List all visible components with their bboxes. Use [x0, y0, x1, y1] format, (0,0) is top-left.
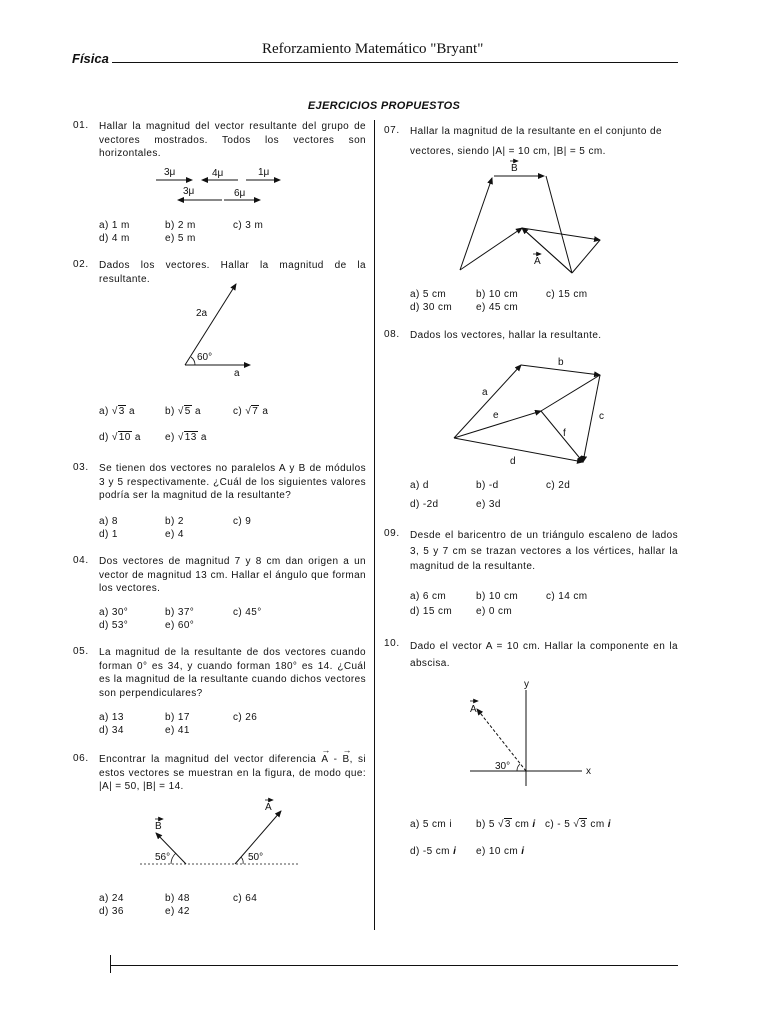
q10-option-c[interactable]: c) - 5 √3 cm i: [545, 819, 611, 830]
q07-option-e[interactable]: e) 45 cm: [476, 302, 519, 313]
q08-vector-a: [454, 365, 521, 438]
q10-angle-arc: [517, 764, 520, 771]
q10-option-a[interactable]: a) 5 cm i: [410, 819, 452, 830]
q06-option-b[interactable]: b) 48: [165, 893, 190, 904]
q09-number: 09.: [384, 528, 400, 539]
subject-label: Física: [72, 51, 109, 66]
section-title: EJERCICIOS PROPUESTOS: [307, 100, 461, 112]
q08-label-a: a: [482, 387, 488, 398]
q09-option-e[interactable]: e) 0 cm: [476, 606, 513, 617]
q07-vector-right-edge: [572, 240, 600, 273]
q04-option-e[interactable]: e) 60°: [165, 620, 195, 631]
q06-label-angle-b: 56°: [155, 852, 171, 863]
q09-option-d[interactable]: d) 15 cm: [410, 606, 453, 617]
q10-option-e[interactable]: e) 10 cm i: [476, 846, 525, 857]
q05-option-b[interactable]: b) 17: [165, 712, 190, 723]
q08-vector-d: [454, 438, 583, 462]
q01-figure: [150, 162, 290, 207]
q02-option-b[interactable]: b) √5 a: [165, 406, 201, 417]
q10-label-A: A: [470, 704, 477, 715]
q02-label-a: a: [234, 368, 240, 378]
q06-option-a[interactable]: a) 24: [99, 893, 124, 904]
q09-option-c[interactable]: c) 14 cm: [546, 591, 588, 602]
q01-number: 01.: [73, 120, 89, 131]
q08-option-a[interactable]: a) d: [410, 480, 429, 491]
q08-option-d[interactable]: d) -2d: [410, 499, 439, 510]
q06-figure: [135, 795, 305, 875]
q08-figure: [445, 350, 620, 470]
q01-option-b[interactable]: b) 2 m: [165, 220, 196, 231]
q07-label-B: B: [511, 163, 518, 174]
q07-option-b[interactable]: b) 10 cm: [476, 289, 519, 300]
q03-option-d[interactable]: d) 1: [99, 529, 118, 540]
q08-label-d: d: [510, 456, 516, 467]
q06-option-c[interactable]: c) 64: [233, 893, 258, 904]
q01-label-3: 1μ: [258, 167, 270, 178]
q05-option-c[interactable]: c) 26: [233, 712, 258, 723]
q05-option-d[interactable]: d) 34: [99, 725, 124, 736]
q08-text: Dados los vectores, hallar la resultante.: [410, 330, 602, 341]
q06-angle-arc-a: [241, 857, 243, 864]
document-title: Reforzamiento Matemático "Bryant": [262, 41, 484, 57]
q06-text: Encontrar la magnitud del vector diferencia → A - → B, si estos vectores se muestran en la figura, de modo que: |A| = 50, |B| = 14.: [99, 753, 366, 794]
footer-mark: [110, 955, 111, 973]
q01-option-e[interactable]: e) 5 m: [165, 233, 196, 244]
q02-option-a[interactable]: a) √3 a: [99, 406, 135, 417]
q03-option-c[interactable]: c) 9: [233, 516, 252, 527]
footer-rule: [110, 965, 678, 966]
q02-angle-arc: [191, 357, 195, 365]
q10-label-angle: 30°: [495, 761, 511, 772]
q07-vector-right-down: [546, 176, 572, 273]
q03-option-e[interactable]: e) 4: [165, 529, 184, 540]
q07-vector-A: [460, 228, 522, 270]
q08-label-f: f: [563, 428, 566, 439]
q07-label-A: A: [534, 256, 541, 267]
q08-number: 08.: [384, 329, 400, 340]
q01-text: Hallar la magnitud del vector resultante del grupo de vectores mostrados. Todos los vectores son horizontales.: [99, 121, 366, 159]
q10-figure: [460, 676, 600, 786]
q08-option-b[interactable]: b) -d: [476, 480, 499, 491]
q08-label-b: b: [558, 357, 564, 368]
q07-option-a[interactable]: a) 5 cm: [410, 289, 447, 300]
q03-number: 03.: [73, 462, 89, 473]
q02-text: Dados los vectores. Hallar la magnitud de la resultante.: [99, 260, 366, 285]
q04-number: 04.: [73, 555, 89, 566]
q06-option-d[interactable]: d) 36: [99, 906, 124, 917]
q06-option-e[interactable]: e) 42: [165, 906, 190, 917]
q08-vector-f: [541, 375, 600, 411]
q05-option-a[interactable]: a) 13: [99, 712, 124, 723]
q05-number: 05.: [73, 646, 89, 657]
q02-label-angle: 60°: [197, 352, 213, 363]
q02-option-e[interactable]: e) √13 a: [165, 432, 207, 443]
q02-label-2a: 2a: [196, 308, 208, 319]
q08-vector-to-d-end: [541, 411, 583, 462]
q01-label-4: 3μ: [183, 186, 195, 197]
q02-number: 02.: [73, 259, 89, 270]
q08-label-c: c: [599, 411, 604, 422]
q10-label-x: x: [586, 766, 591, 777]
q09-text: Desde el baricentro de un triángulo escaleno de lados 3, 5 y 7 cm se trazan vectores a los vértices, hallar la magnitud de la resultante.: [410, 530, 678, 572]
q04-option-c[interactable]: c) 45°: [233, 607, 262, 618]
q10-option-b[interactable]: b) 5 √3 cm i: [476, 819, 536, 830]
q10-number: 10.: [384, 638, 400, 649]
q02-option-d[interactable]: d) √10 a: [99, 432, 141, 443]
q04-text: Dos vectores de magnitud 7 y 8 cm dan origen a un vector de magnitud 13 cm. Hallar el ángulo que forman los vectores.: [99, 556, 366, 594]
q10-label-y: y: [524, 679, 529, 690]
q01-option-a[interactable]: a) 1 m: [99, 220, 130, 231]
q01-label-5: 6μ: [234, 188, 246, 199]
q07-vector-left-up: [460, 178, 492, 270]
q07-figure: [450, 158, 610, 278]
q08-option-e[interactable]: e) 3d: [476, 499, 501, 510]
column-divider: [374, 120, 375, 930]
q08-option-c[interactable]: c) 2d: [546, 480, 571, 491]
q10-option-d[interactable]: d) -5 cm i: [410, 846, 457, 857]
q08-vector-c: [583, 375, 600, 462]
q09-option-b[interactable]: b) 10 cm: [476, 591, 519, 602]
q03-option-b[interactable]: b) 2: [165, 516, 184, 527]
q07-option-d[interactable]: d) 30 cm: [410, 302, 453, 313]
q07-number: 07.: [384, 125, 400, 136]
q01-label-1: 3μ: [164, 167, 176, 178]
q07-text-b: vectores, siendo |A| = 10 cm, |B| = 5 cm.: [410, 146, 606, 157]
q10-text: Dado el vector A = 10 cm. Hallar la componente en la abscisa.: [410, 641, 678, 669]
q03-text: Se tienen dos vectores no paralelos A y B de módulos 3 y 5 respectivamente. ¿Cuál de los siguientes valores podría ser la magnitud de la resultante?: [99, 463, 366, 501]
q01-label-2: 4μ: [212, 168, 224, 179]
q06-label-B: B: [155, 821, 162, 832]
q04-option-d[interactable]: d) 53°: [99, 620, 129, 631]
q04-option-b[interactable]: b) 37°: [165, 607, 195, 618]
q01-option-d[interactable]: d) 4 m: [99, 233, 130, 244]
q02-figure: [170, 278, 270, 378]
q04-option-a[interactable]: a) 30°: [99, 607, 129, 618]
q07-option-c[interactable]: c) 15 cm: [546, 289, 588, 300]
q06-number: 06.: [73, 753, 89, 764]
q07-text-a: Hallar la magnitud de la resultante en el conjunto de: [410, 126, 662, 137]
q01-option-c[interactable]: c) 3 m: [233, 220, 264, 231]
q09-option-a[interactable]: a) 6 cm: [410, 591, 447, 602]
q06-label-angle-a: 50°: [248, 852, 264, 863]
q06-label-A: A: [265, 802, 272, 813]
q02-option-c[interactable]: c) √7 a: [233, 406, 269, 417]
q03-option-a[interactable]: a) 8: [99, 516, 118, 527]
q05-option-e[interactable]: e) 41: [165, 725, 190, 736]
header-rule: [112, 62, 678, 63]
q06-angle-arc-b: [171, 853, 176, 864]
q08-label-e: e: [493, 410, 499, 421]
q05-text: La magnitud de la resultante de dos vectores cuando forman 0° es 34, y cuando forman 180° es 14. ¿Cuál es la magnitud de la resultante cuando dichos vectores son perpendiculares?: [99, 647, 366, 699]
